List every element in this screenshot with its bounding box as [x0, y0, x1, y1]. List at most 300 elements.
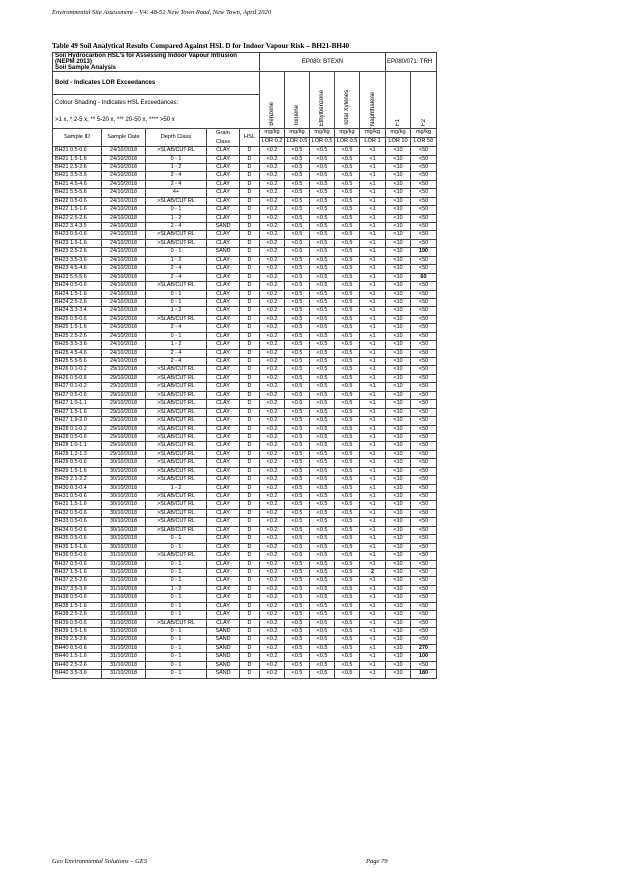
table-cell: >SLAB/CUT RL [146, 400, 207, 408]
table-cell: <0.2 [260, 636, 285, 644]
table-row [53, 197, 437, 205]
footer-company: Geo Environmental Solutions – GES [52, 858, 148, 865]
table-cell: <0.5 [285, 374, 310, 382]
table-row [53, 282, 437, 290]
table-cell: CLAY [207, 568, 240, 576]
table-cell: <10 [386, 450, 411, 458]
table-row [53, 535, 437, 543]
table-cell: <50 [411, 180, 437, 188]
table-cell: CLAY [207, 239, 240, 247]
table-cell: <50 [411, 484, 437, 492]
table-cell: <1 [360, 459, 386, 467]
table-cell: BH22 3.4-3.5 [53, 223, 102, 231]
criteria-title-line-2: (NEPM 2013) [55, 58, 92, 66]
table-cell: >SLAB/CUT RL [146, 518, 207, 526]
table-cell: <0.2 [260, 467, 285, 475]
table-cell: <0.2 [260, 644, 285, 652]
table-row [53, 442, 437, 450]
table-cell: D [240, 628, 260, 636]
table-cell: 29/10/2018 [102, 408, 146, 416]
table-cell: <0.5 [335, 543, 360, 551]
table-cell: <0.5 [310, 459, 335, 467]
table-cell: <0.5 [335, 366, 360, 374]
table-cell: 0 - 1 [146, 535, 207, 543]
table-cell: <0.5 [310, 155, 335, 163]
table-cell: <10 [386, 408, 411, 416]
table-cell: 2 - 4 [146, 324, 207, 332]
table-cell: 31/10/2018 [102, 585, 146, 593]
table-cell: <0.5 [285, 290, 310, 298]
table-cell: CLAY [207, 324, 240, 332]
table-cell: <0.5 [335, 223, 360, 231]
table-cell: BH35 0.5-0.6 [53, 535, 102, 543]
table-cell: 24/10/2018 [102, 315, 146, 323]
table-cell: <0.5 [310, 568, 335, 576]
table-cell: 24/10/2018 [102, 265, 146, 273]
table-cell: <0.5 [335, 408, 360, 416]
table-cell: D [240, 349, 260, 357]
table-cell: <0.5 [285, 644, 310, 652]
table-cell: <0.5 [335, 324, 360, 332]
table-cell: D [240, 265, 260, 273]
table-cell: <10 [386, 383, 411, 391]
table-cell: BH21 2.5-2.6 [53, 163, 102, 171]
table-cell: 24/10/2018 [102, 324, 146, 332]
table-cell: <0.5 [285, 239, 310, 247]
table-cell: D [240, 568, 260, 576]
table-cell: 0 - 1 [146, 602, 207, 610]
table-cell: <10 [386, 653, 411, 661]
table-cell: <50 [411, 163, 437, 171]
table-cell: 24/10/2018 [102, 239, 146, 247]
table-cell: <0.5 [310, 433, 335, 441]
table-cell: 30/10/2018 [102, 459, 146, 467]
table-cell: 31/10/2018 [102, 636, 146, 644]
table-cell: <50 [411, 594, 437, 602]
table-cell: <0.5 [310, 619, 335, 627]
table-cell: 0 - 1 [146, 206, 207, 214]
table-cell: >SLAB/CUT RL [146, 433, 207, 441]
table-cell: <50 [411, 349, 437, 357]
table-cell: D [240, 670, 260, 678]
table-cell: <0.5 [285, 391, 310, 399]
table-cell: SAND [207, 636, 240, 644]
unit-cell: mg/kg [360, 129, 386, 138]
table-cell: <50 [411, 290, 437, 298]
table-row [53, 484, 437, 492]
table-cell: <50 [411, 661, 437, 669]
table-row [53, 315, 437, 323]
table-cell: 24/10/2018 [102, 307, 146, 315]
table-cell: <0.5 [310, 611, 335, 619]
table-cell: 0 - 1 [146, 248, 207, 256]
table-cell: <0.5 [310, 594, 335, 602]
table-cell: D [240, 180, 260, 188]
table-cell: <50 [411, 358, 437, 366]
unit-cell: mg/kg [285, 129, 310, 138]
table-cell: <1 [360, 273, 386, 281]
table-cell: <0.2 [260, 290, 285, 298]
table-cell: <1 [360, 324, 386, 332]
table-cell: 30/10/2018 [102, 476, 146, 484]
table-cell: <0.2 [260, 568, 285, 576]
table-cell: <10 [386, 358, 411, 366]
shading-legend: >1 x, * 2-5 x, ** 5-20 x, *** 20-50 x, **** >50 x [53, 112, 260, 129]
table-cell: CLAY [207, 391, 240, 399]
table-cell: <50 [411, 425, 437, 433]
table-cell: >SLAB/CUT RL [146, 501, 207, 509]
table-cell: BH22 1.5-1.6 [53, 206, 102, 214]
table-cell: CLAY [207, 273, 240, 281]
table-cell: 29/10/2018 [102, 366, 146, 374]
table-cell: CLAY [207, 535, 240, 543]
table-cell: <10 [386, 661, 411, 669]
table-cell: <0.5 [285, 366, 310, 374]
table-cell: <50 [411, 391, 437, 399]
table-cell: <0.5 [310, 636, 335, 644]
table-cell: CLAY [207, 180, 240, 188]
table-cell: D [240, 332, 260, 340]
table-row [53, 273, 437, 281]
table-cell: <0.5 [310, 518, 335, 526]
table-row [53, 644, 437, 652]
table-cell: BH24 3.3-3.4 [53, 307, 102, 315]
table-cell: 31/10/2018 [102, 577, 146, 585]
table-cell: D [240, 518, 260, 526]
shading-note: Colour Shading - Indicates HSL Exceedances: [53, 94, 260, 111]
table-cell: 100 [411, 653, 437, 661]
table-row [53, 307, 437, 315]
table-cell: D [240, 417, 260, 425]
table-cell: CLAY [207, 231, 240, 239]
table-cell: <0.5 [310, 239, 335, 247]
table-cell: <0.2 [260, 526, 285, 534]
table-cell: D [240, 408, 260, 416]
table-cell: <0.5 [335, 661, 360, 669]
table-cell: BH26 0.5-0.6 [53, 374, 102, 382]
table-cell: <0.2 [260, 670, 285, 678]
table-cell: <50 [411, 476, 437, 484]
analyte-f1: F1 [386, 72, 411, 129]
document-header: Environmental Site Assessment – V4: 48-52 New Town Road, New Town, April 2020 [52, 9, 271, 16]
table-cell: <1 [360, 661, 386, 669]
table-cell: <0.5 [285, 206, 310, 214]
table-cell: 31/10/2018 [102, 619, 146, 627]
table-cell: D [240, 484, 260, 492]
table-cell: <1 [360, 417, 386, 425]
table-cell: <1 [360, 501, 386, 509]
table-cell: BH27 0.5-0.6 [53, 391, 102, 399]
table-row [53, 349, 437, 357]
table-cell: SAND [207, 644, 240, 652]
table-cell: <0.5 [310, 417, 335, 425]
table-cell: CLAY [207, 214, 240, 222]
table-cell: <0.5 [285, 594, 310, 602]
table-cell: <0.5 [285, 214, 310, 222]
table-cell: BH27 1.0-1.1 [53, 400, 102, 408]
table-cell: <0.5 [310, 290, 335, 298]
table-cell: <0.2 [260, 248, 285, 256]
table-cell: 30/10/2018 [102, 509, 146, 517]
table-cell: <0.5 [310, 670, 335, 678]
table-cell: CLAY [207, 611, 240, 619]
table-cell: <0.5 [310, 358, 335, 366]
table-cell: D [240, 341, 260, 349]
table-cell: 1 - 2 [146, 163, 207, 171]
table-cell: <50 [411, 636, 437, 644]
table-cell: BH37 2.5-2.6 [53, 577, 102, 585]
table-cell: >SLAB/CUT RL [146, 391, 207, 399]
table-row [53, 493, 437, 501]
col-sample-date: Sample Date [102, 129, 146, 147]
table-cell: <0.5 [335, 552, 360, 560]
table-cell: <0.5 [335, 298, 360, 306]
table-cell: <0.5 [285, 324, 310, 332]
table-cell: BH31 0.5-0.6 [53, 493, 102, 501]
table-cell: <0.5 [310, 163, 335, 171]
table-cell: <0.2 [260, 298, 285, 306]
table-cell: D [240, 315, 260, 323]
table-cell: <50 [411, 493, 437, 501]
table-cell: CLAY [207, 543, 240, 551]
table-cell: D [240, 358, 260, 366]
table-cell: BH25 0.5-0.6 [53, 315, 102, 323]
table-cell: <0.2 [260, 332, 285, 340]
table-cell: <0.5 [335, 315, 360, 323]
table-cell: D [240, 223, 260, 231]
table-cell: 24/10/2018 [102, 180, 146, 188]
table-cell: <0.2 [260, 661, 285, 669]
table-cell: CLAY [207, 332, 240, 340]
table-cell: 2 - 4 [146, 273, 207, 281]
table-cell: 0 - 1 [146, 644, 207, 652]
table-cell: <1 [360, 214, 386, 222]
table-cell: <0.5 [310, 400, 335, 408]
table-cell: <0.5 [310, 493, 335, 501]
table-cell: <0.5 [310, 442, 335, 450]
table-cell: >SLAB/CUT RL [146, 383, 207, 391]
table-cell: <10 [386, 366, 411, 374]
table-cell: <0.5 [285, 408, 310, 416]
table-cell: D [240, 248, 260, 256]
table-cell: <10 [386, 628, 411, 636]
table-cell: BH35 1.5-1.6 [53, 543, 102, 551]
method-trh: EP080/071: TRH [386, 53, 437, 72]
table-cell: 0 - 1 [146, 332, 207, 340]
table-cell: <50 [411, 560, 437, 568]
table-cell: D [240, 155, 260, 163]
table-cell: <1 [360, 290, 386, 298]
table-cell: <0.2 [260, 493, 285, 501]
table-cell: <0.2 [260, 535, 285, 543]
table-cell: <1 [360, 644, 386, 652]
table-cell: <10 [386, 644, 411, 652]
table-cell: D [240, 290, 260, 298]
table-row [53, 400, 437, 408]
table-cell: <50 [411, 459, 437, 467]
table-cell: <0.5 [285, 172, 310, 180]
table-cell: <0.2 [260, 425, 285, 433]
table-cell: <0.5 [335, 265, 360, 273]
table-cell: <10 [386, 315, 411, 323]
table-cell: <10 [386, 231, 411, 239]
table-cell: <0.5 [335, 231, 360, 239]
table-cell: D [240, 501, 260, 509]
table-cell: D [240, 366, 260, 374]
table-cell: <1 [360, 493, 386, 501]
table-cell: <0.5 [310, 341, 335, 349]
table-cell: D [240, 442, 260, 450]
table-cell: <0.5 [335, 172, 360, 180]
table-cell: <50 [411, 265, 437, 273]
table-cell: BH29 0.5-0.6 [53, 459, 102, 467]
table-cell: <1 [360, 526, 386, 534]
table-cell: <50 [411, 214, 437, 222]
table-cell: <0.5 [335, 585, 360, 593]
table-cell: <0.5 [335, 568, 360, 576]
table-cell: <0.5 [335, 417, 360, 425]
table-cell: CLAY [207, 552, 240, 560]
table-cell: <0.2 [260, 197, 285, 205]
table-row [53, 163, 437, 171]
table-cell: <0.2 [260, 147, 285, 155]
table-row [53, 450, 437, 458]
table-cell: 31/10/2018 [102, 628, 146, 636]
lor-cell: LOR 0.5 [335, 138, 360, 147]
table-cell: D [240, 324, 260, 332]
table-row [53, 628, 437, 636]
table-cell: 30/10/2018 [102, 501, 146, 509]
table-cell: 0 - 1 [146, 653, 207, 661]
table-cell: <0.5 [285, 197, 310, 205]
table-cell: CLAY [207, 290, 240, 298]
table-cell: <0.2 [260, 585, 285, 593]
table-cell: 29/10/2018 [102, 383, 146, 391]
table-cell: BH37 3.5-3.6 [53, 585, 102, 593]
table-cell: <0.5 [285, 307, 310, 315]
table-cell: <0.5 [310, 552, 335, 560]
analyte-benzene: Benzene [260, 72, 285, 129]
table-cell: <0.5 [310, 349, 335, 357]
table-row [53, 636, 437, 644]
table-cell: CLAY [207, 349, 240, 357]
table-cell: <0.2 [260, 509, 285, 517]
table-cell: <0.5 [285, 265, 310, 273]
table-cell: >SLAB/CUT RL [146, 509, 207, 517]
table-row [53, 526, 437, 534]
table-cell: <0.5 [285, 535, 310, 543]
table-cell: 29/10/2018 [102, 400, 146, 408]
table-cell: D [240, 535, 260, 543]
table-cell: <0.5 [310, 172, 335, 180]
table-cell: <0.2 [260, 206, 285, 214]
table-cell: <1 [360, 358, 386, 366]
table-cell: <10 [386, 282, 411, 290]
table-cell: <1 [360, 189, 386, 197]
table-cell: D [240, 400, 260, 408]
table-cell: <10 [386, 611, 411, 619]
table-cell: <50 [411, 400, 437, 408]
table-cell: <0.5 [310, 408, 335, 416]
table-row [53, 476, 437, 484]
table-cell: BH27 1.5-1.6 [53, 408, 102, 416]
table-cell: <10 [386, 619, 411, 627]
table-cell: BH29 2.1-2.2 [53, 476, 102, 484]
table-cell: <0.5 [335, 493, 360, 501]
table-cell: <50 [411, 189, 437, 197]
table-cell: <0.5 [285, 509, 310, 517]
table-cell: D [240, 374, 260, 382]
table-cell: <0.5 [285, 147, 310, 155]
table-cell: <0.5 [335, 189, 360, 197]
table-cell: <0.5 [335, 147, 360, 155]
table-row [53, 239, 437, 247]
table-cell: <10 [386, 518, 411, 526]
table-cell: <0.2 [260, 518, 285, 526]
table-row [53, 602, 437, 610]
table-cell: <0.5 [285, 315, 310, 323]
table-cell: <50 [411, 383, 437, 391]
table-cell: <0.5 [310, 273, 335, 281]
table-cell: 24/10/2018 [102, 155, 146, 163]
table-cell: <0.5 [310, 231, 335, 239]
table-cell: <0.2 [260, 214, 285, 222]
table-cell: <10 [386, 526, 411, 534]
table-cell: <0.2 [260, 484, 285, 492]
table-cell: D [240, 476, 260, 484]
table-cell: 0 - 1 [146, 628, 207, 636]
table-cell: CLAY [207, 366, 240, 374]
table-row [53, 594, 437, 602]
table-cell: >SLAB/CUT RL [146, 459, 207, 467]
lor-cell: LOR 10 [386, 138, 411, 147]
table-cell: <0.5 [285, 636, 310, 644]
table-cell: D [240, 594, 260, 602]
table-row [53, 552, 437, 560]
table-cell: 0 - 1 [146, 577, 207, 585]
table-row [53, 231, 437, 239]
table-cell: <10 [386, 467, 411, 475]
table-cell: <10 [386, 298, 411, 306]
table-cell: D [240, 147, 260, 155]
table-cell: <1 [360, 594, 386, 602]
table-cell: <50 [411, 282, 437, 290]
table-row [53, 358, 437, 366]
table-cell: BH25 4.5-4.6 [53, 349, 102, 357]
table-cell: 29/10/2018 [102, 450, 146, 458]
table-cell: <0.5 [335, 636, 360, 644]
table-row [53, 265, 437, 273]
table-cell: <0.5 [285, 619, 310, 627]
table-cell: <0.2 [260, 223, 285, 231]
table-cell: <1 [360, 147, 386, 155]
table-cell: <0.5 [335, 273, 360, 281]
table-cell: <10 [386, 180, 411, 188]
table-cell: <0.5 [285, 189, 310, 197]
table-cell: BH21 5.5-5.6 [53, 189, 102, 197]
table-cell: D [240, 577, 260, 585]
table-cell: <0.5 [310, 197, 335, 205]
table-cell: <0.5 [285, 231, 310, 239]
table-cell: <0.5 [310, 307, 335, 315]
table-cell: <1 [360, 282, 386, 290]
table-row [53, 568, 437, 576]
table-cell: <50 [411, 417, 437, 425]
table-cell: <10 [386, 374, 411, 382]
table-cell: <10 [386, 248, 411, 256]
table-cell: <0.5 [285, 341, 310, 349]
table-cell: 24/10/2018 [102, 341, 146, 349]
